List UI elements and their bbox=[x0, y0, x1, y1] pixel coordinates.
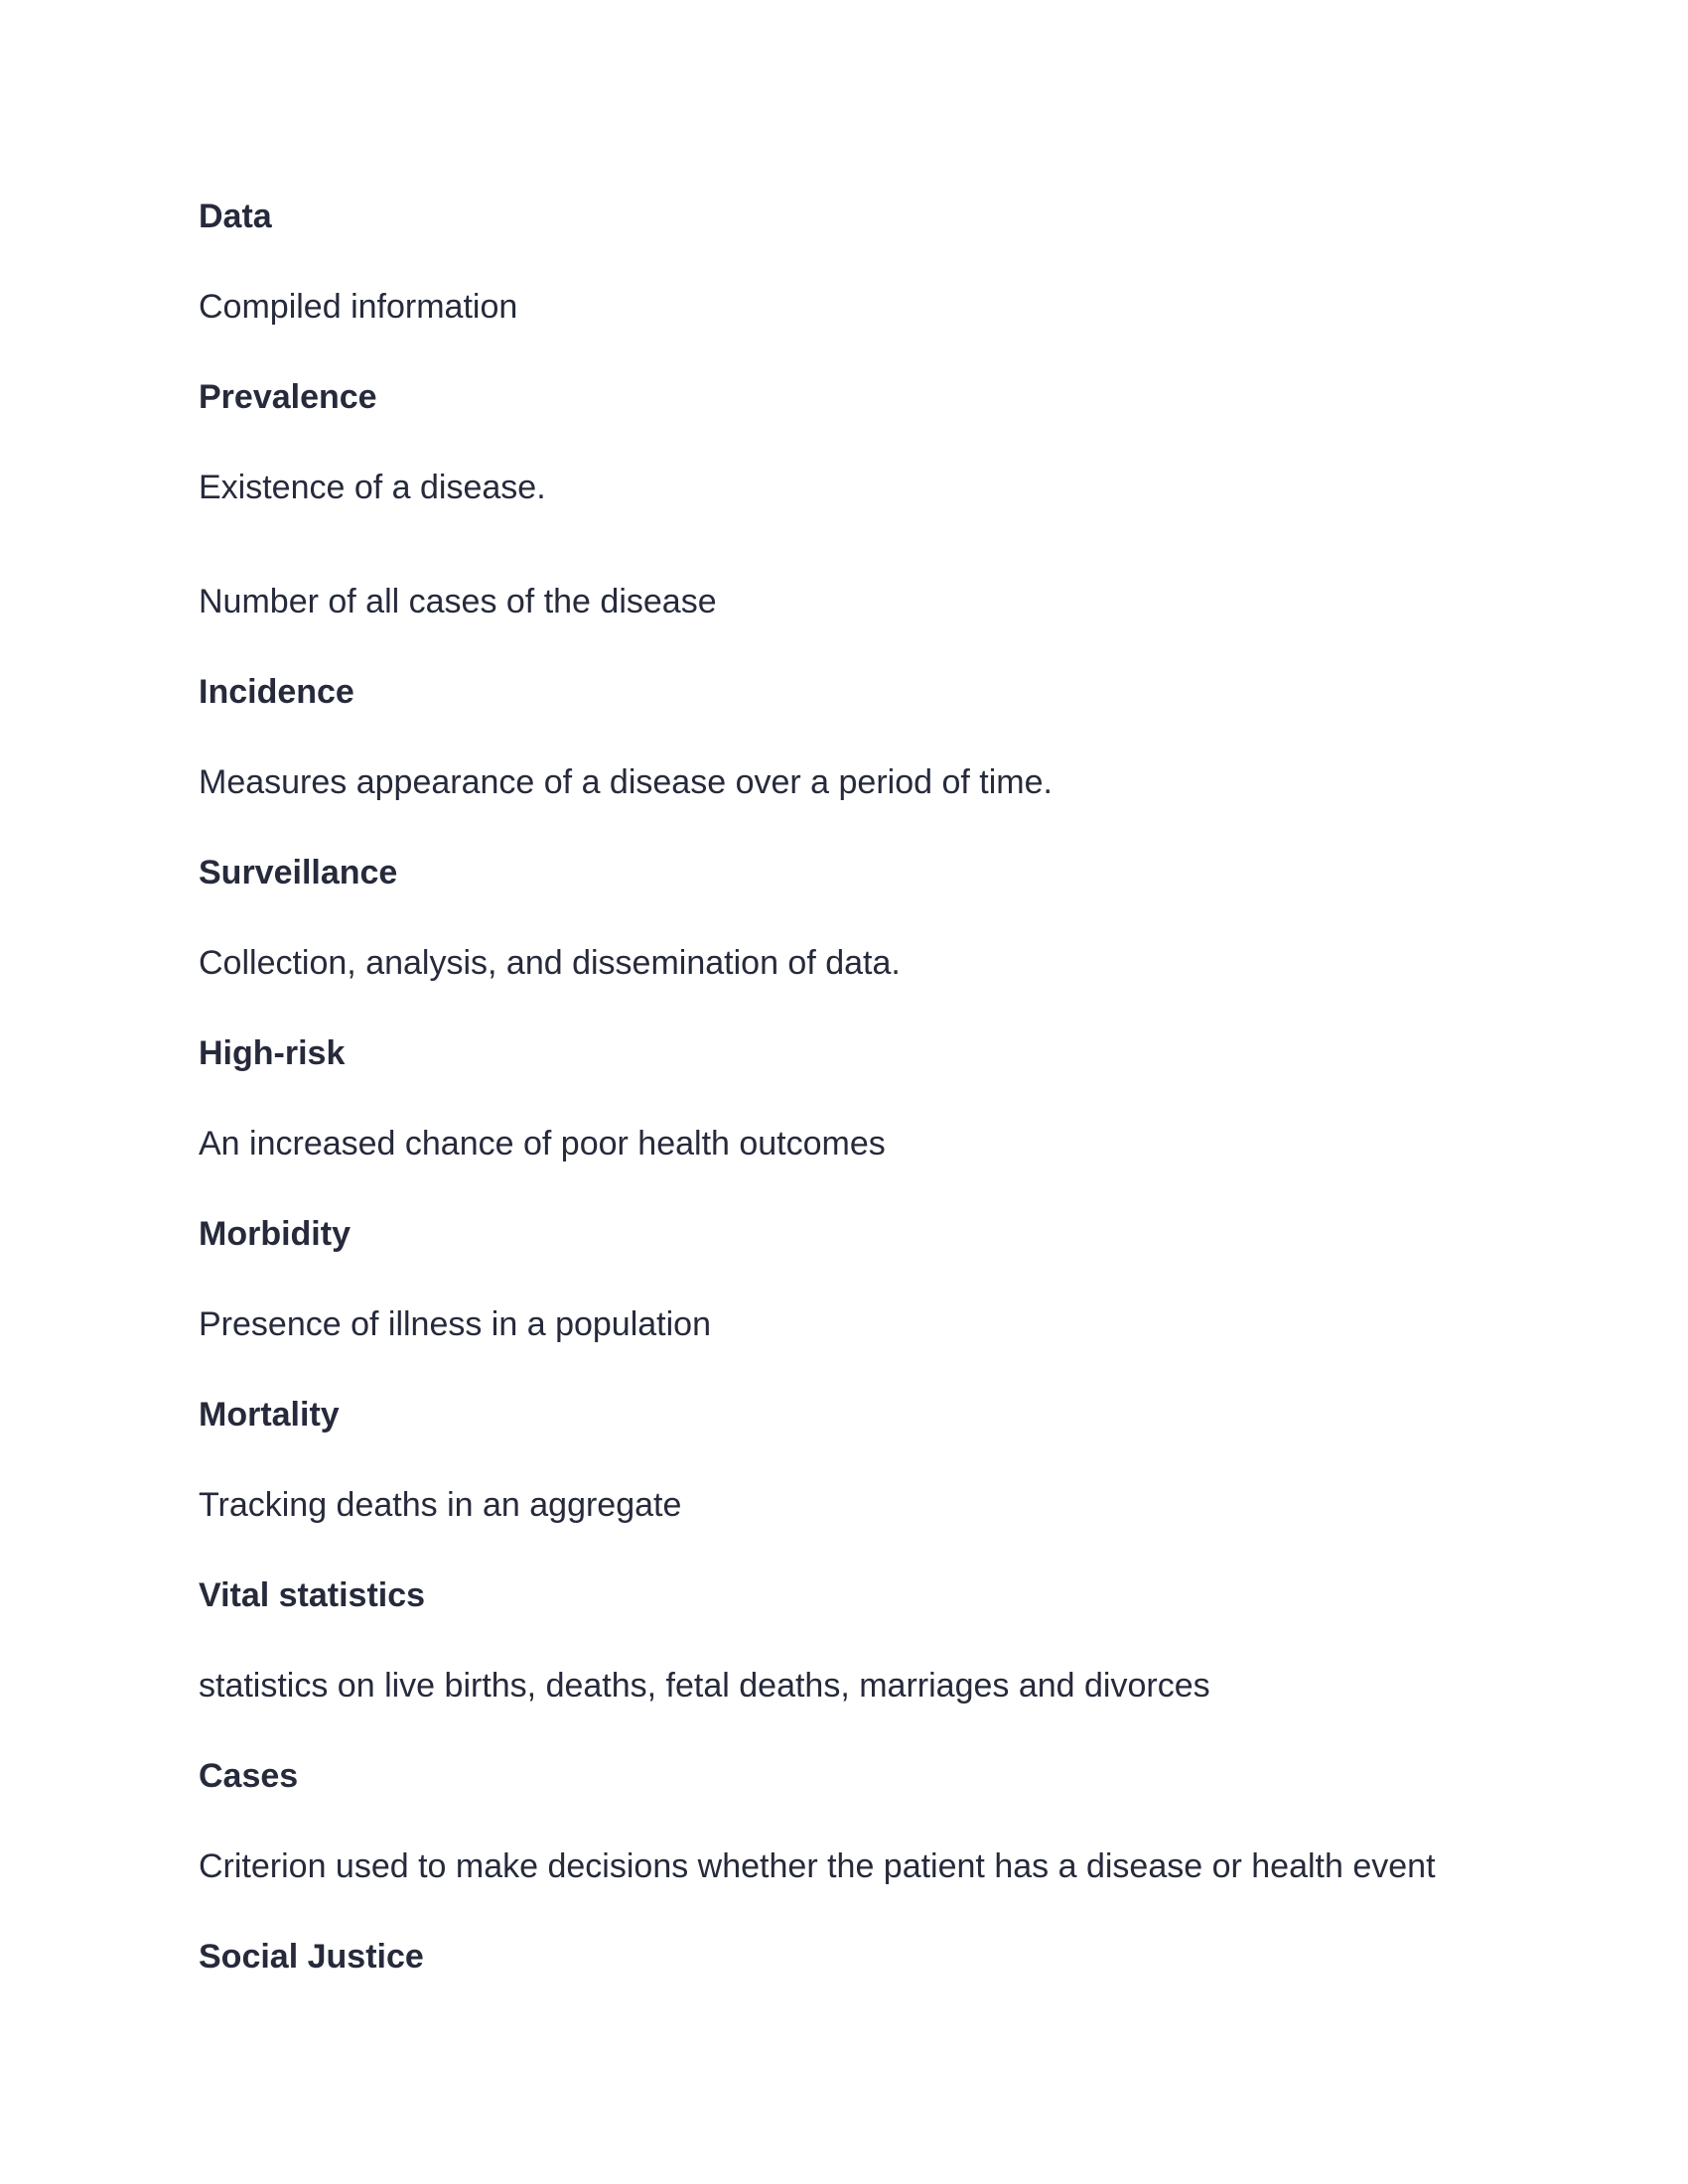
definition-incidence: Measures appearance of a disease over a period of time. bbox=[199, 763, 1053, 801]
definition-cases: Criterion used to make decisions whether the patient has a disease or health event bbox=[199, 1847, 1436, 1885]
definition-prevalence-2: Number of all cases of the disease bbox=[199, 583, 717, 620]
term-vital-statistics: Vital statistics bbox=[199, 1576, 426, 1614]
term-social-justice: Social Justice bbox=[199, 1938, 424, 1976]
definition-vital-statistics: statistics on live births, deaths, fetal deaths, marriages and divorces bbox=[199, 1667, 1210, 1705]
term-morbidity: Morbidity bbox=[199, 1215, 351, 1253]
term-incidence: Incidence bbox=[199, 673, 354, 711]
definition-morbidity: Presence of illness in a population bbox=[199, 1305, 711, 1343]
term-data: Data bbox=[199, 198, 272, 235]
term-high-risk: High-risk bbox=[199, 1034, 346, 1072]
definition-surveillance: Collection, analysis, and dissemination of data. bbox=[199, 944, 901, 982]
definition-data: Compiled information bbox=[199, 288, 518, 326]
definition-mortality: Tracking deaths in an aggregate bbox=[199, 1486, 682, 1524]
term-cases: Cases bbox=[199, 1757, 299, 1795]
term-surveillance: Surveillance bbox=[199, 854, 398, 891]
definition-prevalence-1: Existence of a disease. bbox=[199, 469, 546, 506]
term-mortality: Mortality bbox=[199, 1396, 340, 1433]
definition-high-risk: An increased chance of poor health outcomes bbox=[199, 1125, 886, 1162]
term-prevalence: Prevalence bbox=[199, 378, 377, 416]
